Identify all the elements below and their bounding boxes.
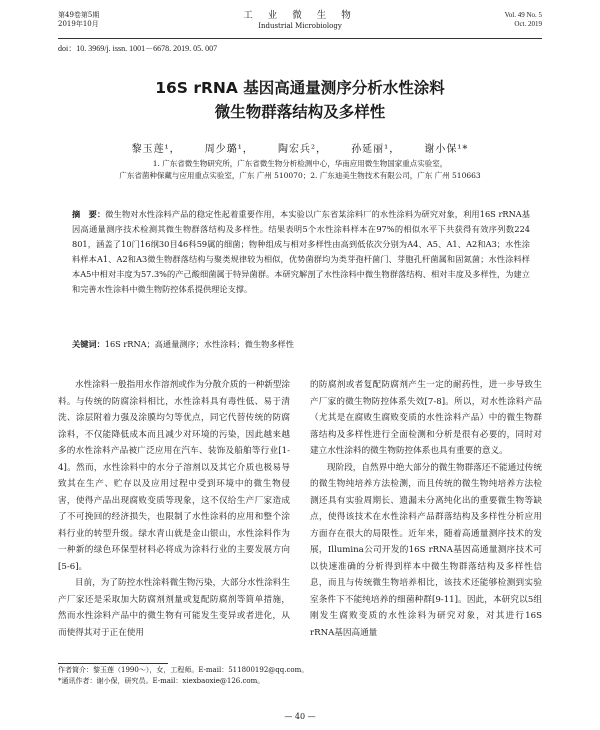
body-column-right (310, 377, 542, 641)
title-line-2: 微生物群落结构及多样性 (214, 103, 386, 121)
doi[interactable]: doi：10. 3969/j. issn. 1001－6678. 2019. 05. 007 (58, 44, 218, 53)
journal-name-en: Industrial Microbiology (258, 22, 342, 30)
header-right (505, 11, 542, 29)
author: 周少璐¹， (204, 144, 254, 155)
affiliations (58, 158, 542, 182)
keywords-label: 关键词： (72, 339, 105, 349)
header-center (58, 10, 542, 31)
date-cn: 2019年10月 (58, 20, 99, 28)
author: 谢小保¹* (424, 144, 469, 155)
volume-en: Vol. 49 No. 5 (504, 11, 542, 19)
body-paragraph: 的防腐剂或者复配防腐剂产生一定的耐药性，进一步导致生产厂家的微生物防控体系失效[7-8]。所以，对水性涂料产品（尤其是在腐败生腐败变质的水性涂料产品）中的微生物群落结构及多样性进行全面检测和分析是很有必要的，同时对建立水性涂料的微生物防控体系也具有重要的意义。 (310, 380, 542, 456)
author: 孙延丽¹， (351, 144, 401, 155)
footnote-corresponding: *通讯作者：谢小保，研究员。E-mail：xiexbaoxie@126.com。 (58, 677, 265, 685)
keywords (72, 338, 530, 350)
footnotes (58, 665, 358, 687)
title-line-1: 16S rRNA 基因高通量测序分析水性涂料 (155, 79, 445, 97)
journal-name-cn: 工 业 微 生 物 (243, 10, 357, 21)
author: 黎玉莲¹， (131, 144, 181, 155)
affiliation-line: 广东省菌种保藏与应用重点实验室，广东 广州 510070；2. 广东迪美生物技术有限公司，广东 广州 510663 (119, 171, 481, 180)
affiliation-line: 1. 广东省微生物研究所，广东省微生物分析检测中心，华南应用微生物国家重点实验室， (152, 159, 448, 168)
author: 陶宏兵²， (277, 144, 327, 155)
abstract-text: 微生物对水性涂料产品的稳定性起着重要作用，本实验以广东省某涂料厂的水性涂料为研究对象，利用16S rRNA基因高通量测序技术检测其微生物群落结构及多样性。结果表明5个水性涂料样本在97%的相似水平下共获得有效序列数224 801，涵盖了10门16纲30目46科59属的细菌；物种组成与相对多样性由高到低依次分别为A4、A5、A1、A2和A3；水性涂料样本A1、A2和A3微生物群落结构与聚类规律较为相似，优势菌群均为类芽孢杆菌门、芽胞孔杆菌属和固氮菌；水性涂料样本A5中相对丰度为57.3%的产己酸细菌属于特异菌群。本研究解剖了水性涂料中微生物群落结构、相对丰度及多样性，为建立和完善水性涂料中微生物防控体系提供理论支撑。 (72, 209, 530, 294)
footnote-divider (58, 663, 168, 664)
body-column-left (58, 377, 290, 641)
body-paragraph: 目前，为了防控水性涂料微生物污染，大部分水性涂料生产厂家还是采取加大防腐剂剂量或复配防腐剂等简单措施，然而水性涂料产品中的微生物有可能发生变异或者进化，从而使得其对于正在使用 (58, 578, 290, 638)
abstract (72, 207, 530, 297)
paper-title (0, 76, 600, 124)
body-paragraph: 现阶段，自然界中绝大部分的微生物群落还不能通过传统的微生物纯培养方法检测，而且传统的微生物纯培养方法检测还具有实验周期长、遗漏未分离纯化出的重要微生物等缺点，使得该技术在水性涂料产品群落结构及多样性分析应用方面存在很大的局限性。近年来，随着高通量测序技术的发展，Illumina公司开发的16S rRNA基因高通量测序技术可以快速准确的分析得到样本中微生物群落结构及多样性信息，而且与传统微生物培养相比，该技术还能够检测到实验室条件下不能纯培养的细菌种群[9-11]。因此，本研究以5组刚发生腐败变质的水性涂料为研究对象，对其进行16S rRNA基因高通量 (310, 462, 542, 638)
running-header (58, 8, 542, 39)
keywords-text: 16S rRNA；高通量测序；水性涂料；微生物多样性 (104, 339, 294, 349)
body-paragraph: 水性涂料一般指用水作溶剂或作为分散介质的一种新型涂料。与传统的防腐涂料相比，水性涂料具有毒性低、易于清洗、涂层附着力强及涂膜均匀等优点，同它代替传统的防腐涂料，不仅能降低成本而且减少对环境的污染，因此越来越多的水性涂料产品被广泛应用在汽车、装饰及船舶等行业[1-4]。然而，水性涂料中的水分子溶剂以及其它介质也极易导致其在生产、贮存以及应用过程中受到环境中的微生物侵害，使得产品出现腐败变质等现象，这不仅给生产厂家造成了不可挽回的经济损失，也限制了水性涂料的应用和整个涂料行业的转型升级。绿水青山就是金山银山，水性涂料作为一种新的绿色环保型材料必将成为涂料行业的主要发展方向[5-6]。 (58, 380, 290, 572)
page-number: — 40 — (284, 712, 316, 721)
date-en: Oct. 2019 (514, 20, 542, 28)
abstract-label: 摘 要： (72, 209, 106, 219)
author-list (0, 140, 600, 155)
volume-cn: 第49卷第5期 (58, 11, 100, 19)
footnote-author-bio: 作者简介：黎玉莲（1990～），女，工程师。E-mail：511800192@qq.com。 (58, 666, 309, 674)
